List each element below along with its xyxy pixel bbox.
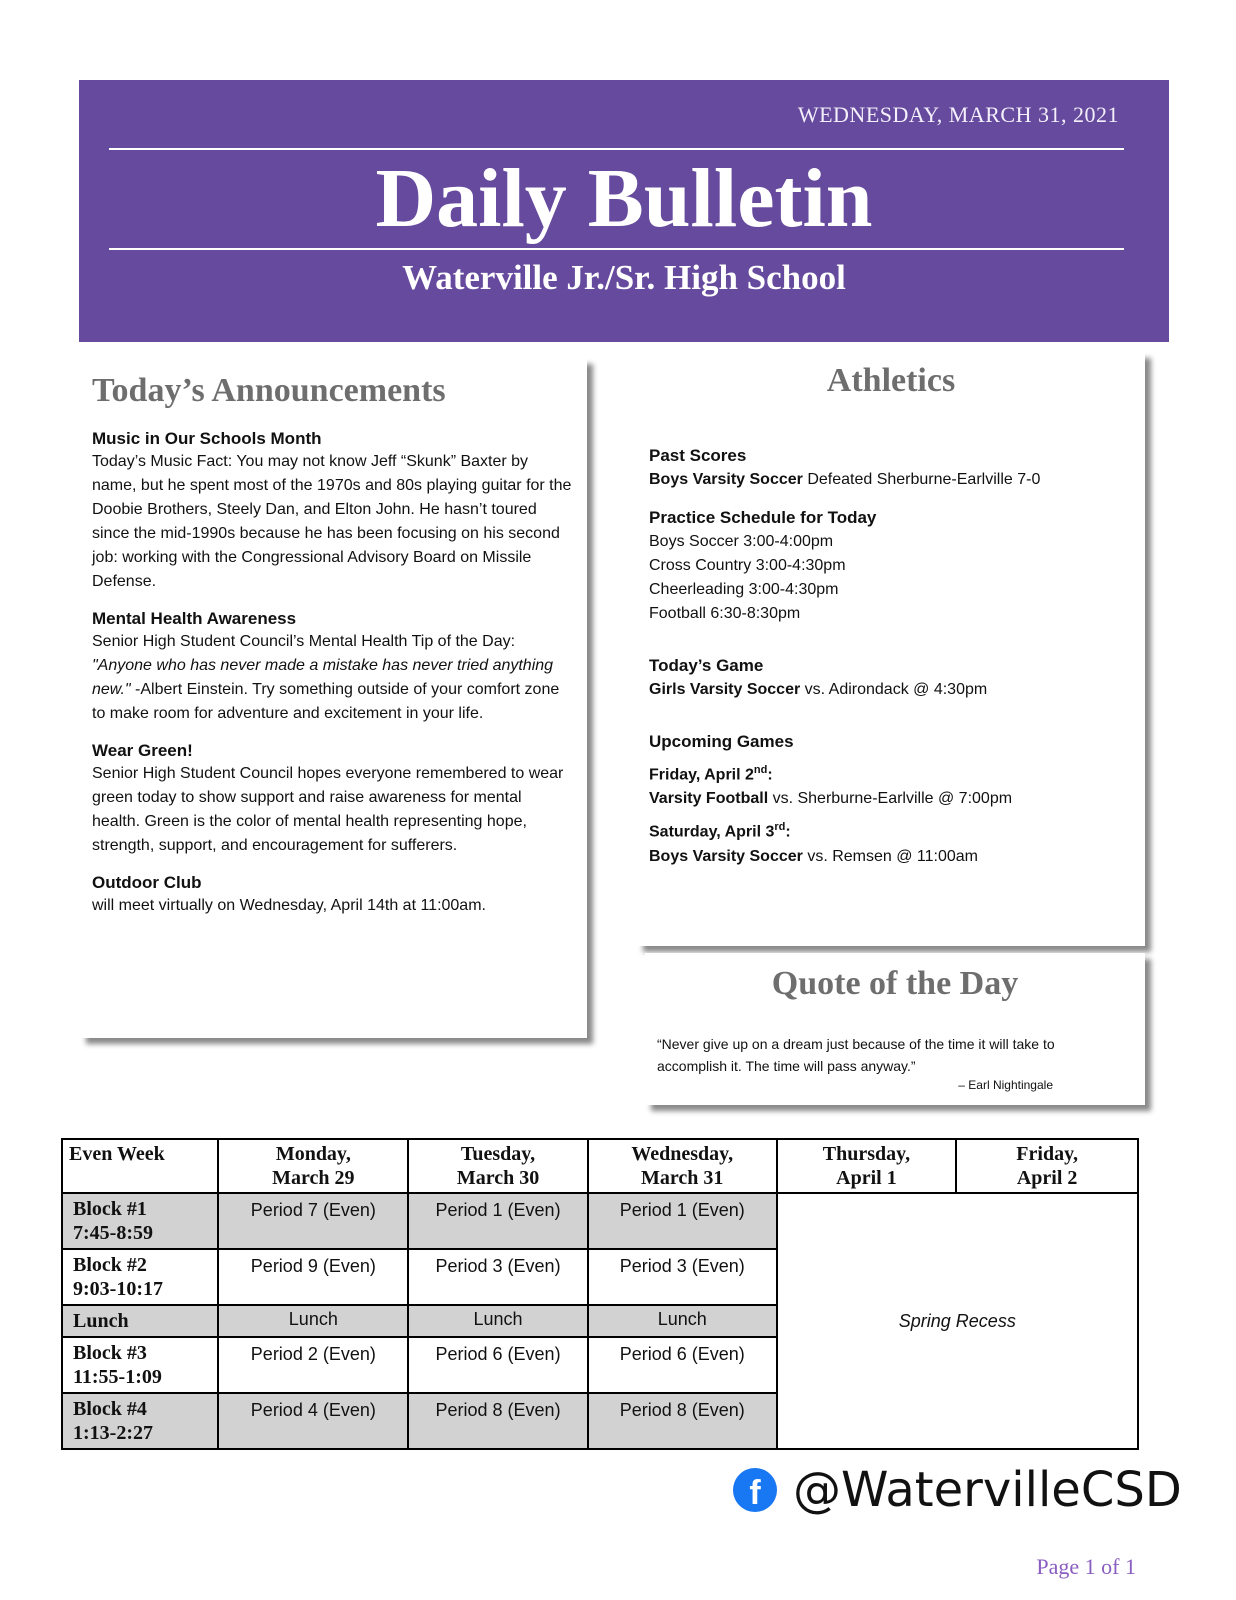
quote-author: – Earl Nightingale bbox=[958, 1078, 1053, 1092]
period-cell: Period 7 (Even) bbox=[218, 1193, 408, 1249]
announcement-text bbox=[92, 630, 572, 726]
period-cell: Period 3 (Even) bbox=[408, 1249, 588, 1305]
period-cell: Period 6 (Even) bbox=[588, 1337, 777, 1393]
block-name: Block #2 bbox=[73, 1254, 147, 1276]
game-day: Friday, April 2nd: bbox=[649, 764, 773, 784]
day-name: Friday, bbox=[1016, 1143, 1078, 1165]
block-time: 9:03-10:17 bbox=[73, 1278, 163, 1300]
period-cell: Period 6 (Even) bbox=[408, 1337, 588, 1393]
day-name: Thursday, bbox=[822, 1143, 911, 1165]
block-label bbox=[62, 1393, 218, 1449]
spring-recess-cell: Spring Recess bbox=[777, 1193, 1138, 1449]
score-result: Defeated Sherburne-Earlville 7-0 bbox=[802, 471, 1041, 488]
announcement-text: will meet virtually on Wednesday, April 14th at 11:00am. bbox=[92, 897, 486, 914]
block-label bbox=[62, 1193, 218, 1249]
day-date: April 2 bbox=[1016, 1167, 1078, 1189]
practice-item: Cross Country 3:00-4:30pm bbox=[649, 557, 846, 574]
block-name: Block #4 bbox=[73, 1398, 147, 1420]
practice-heading: Practice Schedule for Today bbox=[649, 508, 877, 527]
quote-title: Quote of the Day bbox=[771, 965, 1019, 1002]
game-detail: vs. Remsen @ 11:00am bbox=[802, 847, 978, 865]
header-banner bbox=[79, 80, 1169, 342]
block-label bbox=[62, 1249, 218, 1305]
schedule-corner: Even Week bbox=[62, 1139, 218, 1193]
day-header bbox=[218, 1139, 408, 1193]
block-name: Block #1 bbox=[73, 1198, 147, 1220]
announcement-text: Today’s Music Fact: You may not know Jeff “Skunk” Baxter by name, but he spent most of the 1970s and 80s playing guitar for the Doobie Brothers, Steely Dan, and Elton John. He hasn’t toured since the mid-1990s because he has been focusing on his second job: working with the Congressional Advisory Board on Missile Defense. bbox=[92, 453, 572, 590]
schedule-table bbox=[61, 1138, 1139, 1450]
period-cell: Period 1 (Even) bbox=[408, 1193, 588, 1249]
block-label bbox=[62, 1305, 218, 1337]
period-cell: Period 8 (Even) bbox=[408, 1393, 588, 1449]
day-date: April 1 bbox=[836, 1167, 897, 1189]
athletics-title: Athletics bbox=[826, 362, 956, 399]
day-date: March 31 bbox=[641, 1167, 724, 1189]
past-scores-heading: Past Scores bbox=[649, 446, 747, 465]
ordinal-suffix: nd bbox=[753, 764, 768, 776]
table-row bbox=[62, 1193, 1138, 1249]
practice-item: Cheerleading 3:00-4:30pm bbox=[649, 581, 839, 598]
announcement-text: Senior High Student Council hopes everyone remembered to wear green today to show support and raise awareness for mental health. Green is the color of mental health representing hope, strength, support, and encouragement for sufferers. bbox=[92, 765, 564, 854]
school-name: Waterville Jr./Sr. High School bbox=[402, 258, 846, 297]
athletics-body bbox=[649, 444, 1129, 883]
team-name: Boys Varsity Soccer bbox=[649, 847, 803, 865]
game-detail: vs. Adirondack @ 4:30pm bbox=[800, 681, 988, 698]
day-date: March 29 bbox=[272, 1167, 355, 1189]
day-header bbox=[408, 1139, 588, 1193]
quote-text: “Never give up on a dream just because of the time it will take to accomplish it. The time will pass anyway.” bbox=[657, 1036, 1055, 1074]
announcements-body bbox=[92, 428, 572, 918]
social-link[interactable] bbox=[733, 1462, 1182, 1518]
block-time: 11:55-1:09 bbox=[73, 1366, 162, 1388]
day-header bbox=[588, 1139, 777, 1193]
announcements-title: Today’s Announcements bbox=[92, 372, 446, 409]
announcement-heading: Outdoor Club bbox=[92, 873, 202, 892]
upcoming-heading: Upcoming Games bbox=[649, 732, 794, 751]
quote-box bbox=[645, 953, 1145, 1105]
day-name: Monday, bbox=[275, 1143, 351, 1165]
block-time: 7:45-8:59 bbox=[73, 1222, 153, 1244]
past-score-line bbox=[649, 468, 1129, 492]
team-name: Varsity Football bbox=[649, 790, 769, 808]
day-header bbox=[956, 1139, 1138, 1193]
announcement-text-part: Senior High Student Council’s Mental Health Tip of the Day: bbox=[92, 633, 516, 650]
period-cell: Lunch bbox=[588, 1305, 777, 1337]
day-name: Tuesday, bbox=[460, 1143, 536, 1165]
bulletin-date: WEDNESDAY, MARCH 31, 2021 bbox=[797, 102, 1119, 127]
athletics-box bbox=[637, 352, 1145, 946]
game-detail: vs. Sherburne-Earlville @ 7:00pm bbox=[768, 790, 1013, 808]
day-date: March 30 bbox=[456, 1167, 540, 1189]
announcement-text-part: -Albert Einstein. Try something outside of your comfort zone to make room for adventure and excitement in your life. bbox=[92, 681, 560, 722]
todays-game-section bbox=[649, 654, 1129, 702]
todays-game-line bbox=[649, 678, 1129, 702]
period-cell: Period 8 (Even) bbox=[588, 1393, 777, 1449]
period-cell: Period 2 (Even) bbox=[218, 1337, 408, 1393]
day-name: Wednesday, bbox=[631, 1143, 734, 1165]
ordinal-suffix: rd bbox=[774, 821, 786, 834]
period-cell: Period 4 (Even) bbox=[218, 1393, 408, 1449]
upcoming-section bbox=[649, 730, 1129, 869]
header-rule-bottom bbox=[109, 248, 1124, 250]
block-name: Lunch bbox=[73, 1310, 129, 1332]
announcements-box bbox=[80, 358, 587, 1038]
announcement-heading: Wear Green! bbox=[92, 741, 193, 760]
todays-game-heading: Today’s Game bbox=[649, 656, 764, 675]
past-scores-section bbox=[649, 444, 1129, 492]
period-cell: Period 9 (Even) bbox=[218, 1249, 408, 1305]
practice-item: Boys Soccer 3:00-4:00pm bbox=[649, 533, 834, 550]
period-cell: Lunch bbox=[218, 1305, 408, 1337]
team-name: Boys Varsity Soccer bbox=[649, 471, 803, 488]
announcement-heading: Music in Our Schools Month bbox=[92, 429, 322, 448]
game-day-text: Friday, April 2 bbox=[649, 766, 754, 784]
game-day-text: Saturday, April 3 bbox=[649, 823, 775, 841]
announcement-quote: "Anyone who has never made a mistake has never tried anything new." bbox=[92, 657, 554, 698]
game-line bbox=[649, 845, 1129, 869]
social-handle[interactable]: @WatervilleCSD bbox=[793, 1462, 1182, 1518]
period-cell: Lunch bbox=[408, 1305, 588, 1337]
page-number: Page 1 of 1 bbox=[1036, 1554, 1136, 1579]
team-name: Girls Varsity Soccer bbox=[649, 681, 801, 698]
practice-section bbox=[649, 506, 1129, 626]
game-day: Saturday, April 3rd: bbox=[649, 821, 791, 841]
day-header bbox=[777, 1139, 957, 1193]
block-time: 1:13-2:27 bbox=[73, 1422, 153, 1444]
block-label bbox=[62, 1337, 218, 1393]
period-cell: Period 3 (Even) bbox=[588, 1249, 777, 1305]
block-name: Block #3 bbox=[73, 1342, 147, 1364]
announcement-heading: Mental Health Awareness bbox=[92, 609, 297, 628]
schedule-header-row bbox=[62, 1139, 1138, 1193]
bulletin-title: Daily Bulletin bbox=[375, 152, 873, 245]
game-line bbox=[649, 787, 1129, 811]
facebook-icon[interactable]: f bbox=[733, 1468, 777, 1512]
practice-item: Football 6:30-8:30pm bbox=[649, 605, 801, 622]
period-cell: Period 1 (Even) bbox=[588, 1193, 777, 1249]
